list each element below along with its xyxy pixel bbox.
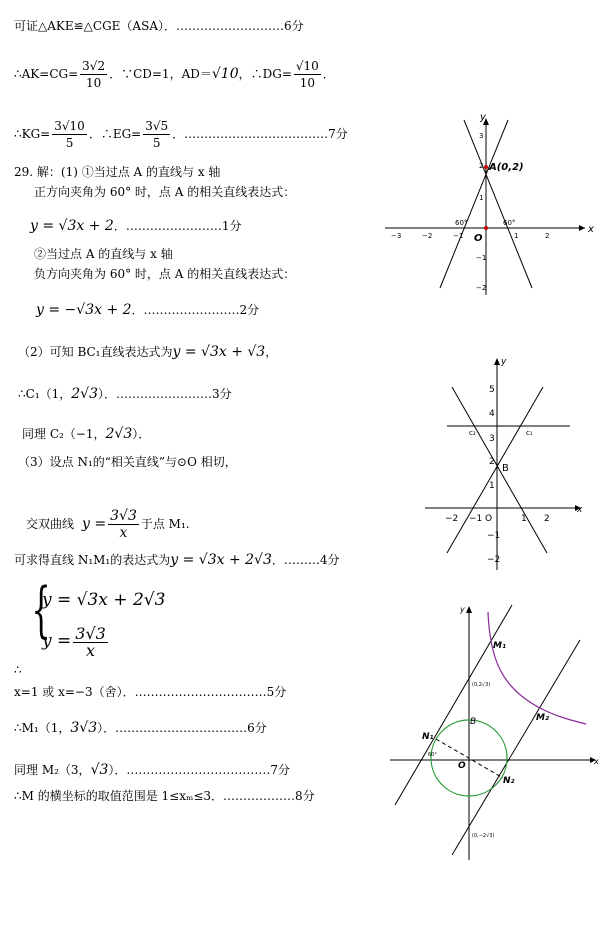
fig2-point-b-label: B [502, 463, 509, 474]
q29-conclusion: ∴M 的横坐标的取值范围是 1≤xₘ≤3．………………8分 [14, 789, 315, 803]
fraction-eg: $\frac{3√5}{5}$ [145, 119, 169, 150]
fig1-x-tick: 2 [545, 232, 550, 240]
q29-solve-x: x=1 或 x=−3（舍）．……………………………5分 [14, 685, 287, 699]
fig1-y-tick: −2 [476, 284, 487, 292]
fig3-y-label: y [460, 605, 465, 614]
fig3-point-m2-label: M₂ [536, 713, 549, 723]
fig2-y-tick: 1 [489, 481, 495, 491]
fig1-y-tick: 3 [479, 132, 484, 140]
fig2-y-tick: 2 [489, 457, 495, 467]
q29-part3-line1: （3）设点 N₁的“相关直线”与⊙O 相切， [18, 455, 237, 469]
q29-point-m1: ∴M₁（1，3√3）．……………………………6分 [14, 720, 267, 736]
q29-line-n1m1: 可求得直线 N₁M₁的表达式为y = √3x + 2√3．………4分 [14, 552, 340, 568]
fig2-x-tick: −2 [445, 514, 459, 524]
q29-part3-line2: 交双曲线 y = $\frac{3√3}{x}$ 于点 M₁. [26, 508, 190, 541]
fig1-origin-label: O [474, 233, 483, 244]
fig1-x-tick: 1 [514, 232, 519, 240]
proof-line-3: ∴KG= $\frac{3√10}{5}$ ．∴EG= $\frac{3√5}{5}$ ．………………………………7分 [14, 119, 348, 150]
fig1-y-label: y [480, 112, 486, 123]
fig2-c1-label: c₁ [526, 429, 533, 437]
fig2-x-label: x [577, 505, 583, 515]
fig3-point-m1-label: M₁ [493, 641, 506, 651]
fig2-x-tick: O [485, 514, 493, 524]
fig1-x-label: x [588, 224, 594, 235]
fig3-x-label: x [594, 757, 599, 766]
fig3-point-top-label: (0,2√3) [472, 682, 491, 688]
q29-point-m2: 同理 M₂（3，√3）．………………………………7分 [14, 762, 291, 778]
fig3-tangent-line-upper [395, 605, 512, 805]
figure-3-graph [390, 600, 602, 865]
fig2-line-positive [447, 387, 543, 553]
fig1-origin-point [484, 226, 488, 230]
fig2-line-negative [452, 387, 547, 553]
fig2-y-tick: −1 [487, 531, 501, 541]
fig2-y-tick: 5 [489, 385, 495, 395]
fig3-angle-label: 60° [428, 752, 437, 758]
fraction-hyperbola: $\frac{3√3}{x}$ [110, 508, 137, 541]
proof-line-1: 可证△AKE≌△CGE（ASA）．………………………6分 [14, 19, 304, 33]
figure-1-graph [385, 110, 600, 300]
fig2-y-tick: 3 [489, 434, 495, 444]
fig3-hyperbola [488, 612, 586, 724]
fig1-angle-right: 60° [503, 219, 516, 227]
figure-2-graph [425, 355, 590, 575]
fig3-point-n1-label: N₁ [422, 732, 434, 742]
q29-part1-line2: 正方向夹角为 60° 时，点 A 的相关直线表达式： [34, 185, 296, 199]
fig3-origin-label: O [458, 761, 466, 771]
fig2-x-tick: −1 [469, 514, 483, 524]
fig1-y-tick: −1 [476, 254, 487, 262]
q29-part1-line3: ②当过点 A 的直线与 x 轴 [34, 247, 173, 261]
q29-equation-2: y = −√3x + 2．……………………2分 [36, 302, 260, 318]
fig3-point-bottom-label: (0,−2√3) [472, 833, 495, 839]
system-eq-2: y = $\frac{3√3}{x}$ [42, 624, 106, 660]
q29-point-c2: 同理 C₂（−1，2√3）． [22, 426, 151, 442]
system-eq-1: y = √3x + 2√3 [42, 590, 166, 610]
fig1-angle-left: 60° [455, 219, 468, 227]
fraction-ak: $\frac{3√2}{10}$ [82, 59, 106, 90]
fig1-point-a-label: A(0,2) [489, 162, 524, 173]
fig2-x-tick: 1 [521, 514, 527, 524]
fig1-x-tick: −2 [422, 232, 433, 240]
fig2-y-tick: 4 [489, 409, 495, 419]
q29-part1-line1: 29. 解：(1) ①当过点 A 的直线与 x 轴 [14, 165, 221, 179]
q29-equation-1: y = √3x + 2．……………………1分 [30, 218, 242, 234]
fig1-x-tick: −3 [391, 232, 402, 240]
system-brace: { [31, 575, 51, 645]
proof-line-2: ∴AK=CG= $\frac{3√2}{10}$ ．∵CD=1，AD＝√10，∴DG= $\frac{√10}{10}$ ． [14, 59, 335, 90]
q29-part2-line1: （2）可知 BC₁直线表达式为y = √3x + √3， [18, 344, 278, 360]
fraction-dg: $\frac{√10}{10}$ [295, 59, 319, 90]
fig2-c2-label: c₂ [469, 429, 476, 437]
q29-point-c1: ∴C₁（1，2√3）．……………………3分 [18, 386, 232, 402]
fig1-y-tick: 2 [479, 162, 484, 170]
fig1-y-tick: 1 [479, 194, 484, 202]
fig3-point-n2-label: N₂ [503, 776, 515, 786]
fig2-y-tick: −2 [487, 555, 501, 565]
therefore-symbol: ∴ [14, 663, 22, 677]
fig2-x-tick: 2 [544, 514, 550, 524]
q29-part1-line4: 负方向夹角为 60° 时，点 A 的相关直线表达式： [34, 267, 296, 281]
fraction-kg: $\frac{3√10}{5}$ [54, 119, 85, 150]
fig1-x-tick: −1 [453, 232, 464, 240]
fig3-point-b-label: B [470, 717, 477, 727]
fig2-y-label: y [501, 357, 507, 367]
fig1-point-a [484, 165, 488, 169]
fig3-tangent-line-lower [452, 640, 580, 855]
